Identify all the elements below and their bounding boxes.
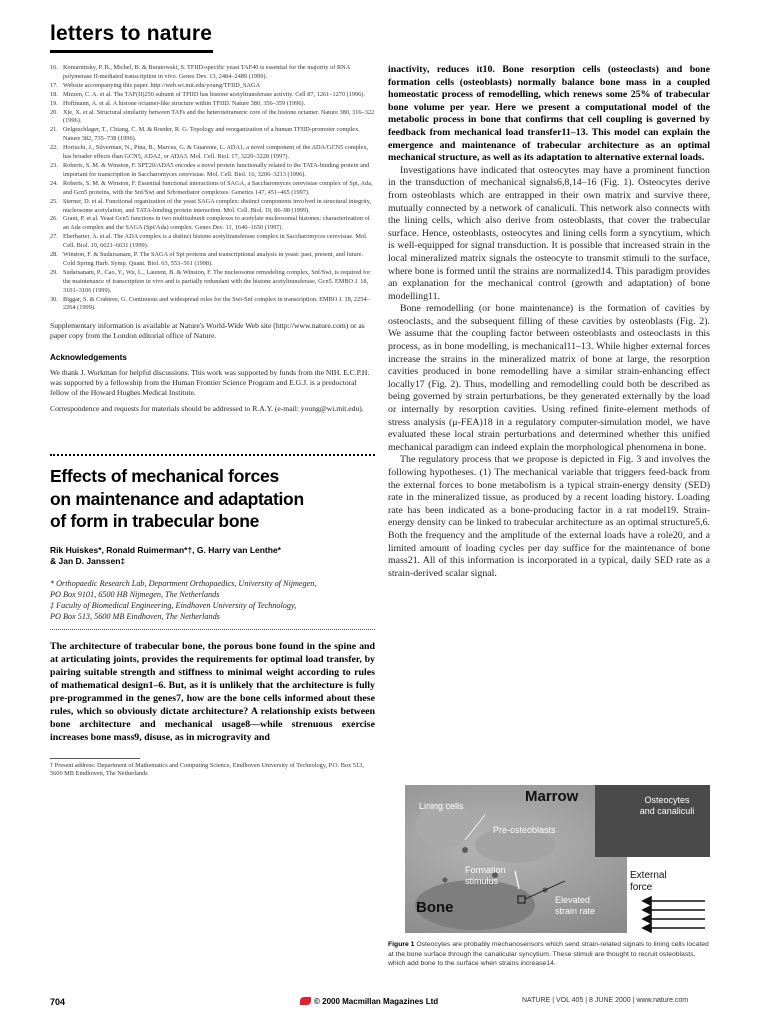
reference-list xyxy=(50,64,375,313)
figure-1-image xyxy=(405,785,710,933)
reference-number: 17. xyxy=(50,81,58,89)
supplementary-info: Supplementary information is available at Nature's World-Wide Web site (http://www.nature.com) or as paper copy from the London editorial office of Nature. xyxy=(50,321,365,341)
reference-text: Website accompanying this paper. http://web.wi.mit.edu/young/TFIID_SAGA xyxy=(63,81,261,89)
label-pre-osteoblasts: Pre-osteoblasts xyxy=(493,825,556,835)
reference-number: 16. xyxy=(50,64,58,71)
caption-label: Figure 1 xyxy=(388,941,415,948)
page-number: 704 xyxy=(50,997,66,1007)
reference-item xyxy=(50,126,375,144)
reference-text: Oelgeschlager, T., Chiang, C. M. & Roeder, R. G. Topology and reorganization of a human TFIID-promoter complex. Nature 382, 735–738 (1996). xyxy=(63,126,360,143)
correspondence: Correspondence and requests for materials should be addressed to R.A.Y. (e-mail: young@wi.mit.edu). xyxy=(50,404,364,414)
left-column xyxy=(50,64,375,779)
author-line: Rik Huiskes*, Ronald Ruimerman*†, G. Harry van Lenthe* xyxy=(50,544,281,555)
caption-text: Osteocytes are probably mechanosensors which send strain-related signals to lining cells located at the bone surface through the canalicular syncytium. These stimuli are thought to recruit osteoblasts, which add bone to the surface when strains increase14. xyxy=(388,941,709,967)
reference-text: Roberts, S. M. & Winston, F. SPT20/ADA5 encodes a novel protein functionally related to the TATA-binding protein and important for transcription in Saccharomyces cerevisiae. Mol. Cell. Biol. 16, 3206–3213 (1996). xyxy=(63,161,370,178)
reference-number: 28. xyxy=(50,251,58,259)
figure-arrow-panel xyxy=(627,857,710,933)
title-line: Effects of mechanical forces xyxy=(50,466,279,487)
reference-item xyxy=(50,269,375,296)
label-formation-stimulus: Formation stimulus xyxy=(465,865,506,886)
acknowledgements-heading: Acknowledgements xyxy=(50,353,127,363)
reference-item xyxy=(50,109,375,127)
figure-1-caption xyxy=(388,940,710,969)
body-paragraph: Investigations have indicated that osteocytes may have a prominent function in the transduction of mechanical signals6,8,14–16 (Fig. 1). Osteocytes derive from osteoblasts which are entrapped in their own matrix and survive there, mutually connected by a network of canaliculi. This network also connects with the lining cells, which also derive from osteoblasts, that cover the trabecular surface. Hence, osteoblasts, osteocytes and lining cells form a syncytium, which is well-equipped for signal transduction. It is possible that increased strain in the local mineralized matrix signals the osteocyte to transmit stimuli to the surface, where bone is formed until the strains are normalized14. This paradigm provides an explanation for the mechanical control (growth and adaptation) of bone modelling11. xyxy=(388,164,710,302)
reference-item xyxy=(50,251,375,269)
affiliation-line: PO Box 513, 5600 MB Eindhoven, The Netherlands xyxy=(50,612,220,622)
reference-number: 21. xyxy=(50,126,58,134)
label-lining-cells: Lining cells xyxy=(419,801,464,811)
article-title xyxy=(50,465,375,533)
reference-number: 23. xyxy=(50,161,58,169)
reference-number: 22. xyxy=(50,144,58,152)
reference-item xyxy=(50,100,375,109)
acknowledgements-text: We thank J. Workman for helpful discussions. This work was supported by funds from the NIH. E.C.P.H. was supported by a fellowship from the Human Frontier Science Program and E.G.J. is a predoctoral fellow of the Howard Hughes Medical Institute. xyxy=(50,368,370,398)
reference-item xyxy=(50,64,375,82)
section-title: letters to nature xyxy=(50,22,213,45)
reference-text: Roberts, S. M. & Winston, F. Essential functional interactions of SAGA, a Saccharomyces cerevisiae complex of Spt, Ada, and Gcn5 proteins, with the Snf/Swi and Srb/mediator complexes. Genetics 147, 451–465 (1997). xyxy=(63,179,373,196)
journal-citation: NATURE | VOL 405 | 8 JUNE 2000 | www.nature.com xyxy=(522,997,689,1004)
header-rule xyxy=(50,50,213,53)
label-bone: Bone xyxy=(416,899,454,916)
reference-text: Horiuchi, J., Silverman, N., Pina, B., Marcus, G. & Guarente, L. ADA1, a novel component of the ADA/GCN5 complex, has broader effects than GCN5, ADA2, or ADA3. Mol. Cell. Biol. 17, 3220–3228 (1997). xyxy=(63,144,369,161)
reference-item xyxy=(50,233,375,251)
label-elevated-strain-rate: Elevated strain rate xyxy=(555,895,596,916)
reference-number: 26. xyxy=(50,215,58,223)
reference-text: Mizzen, C. A. et al. The TAF(II)250 subunit of TFIID has histone acetyltransferase activity. Cell 87, 1261–1270 (1996). xyxy=(63,90,365,98)
reference-item xyxy=(50,215,375,233)
reference-text: Winston, F. & Sudarsanam, P. The SAGA of Spt proteins and transcriptional analysis in yeast: past, present, and future. Cold Spring Harb. Symp. Quant. Biol. 63, 553–561 (1998). xyxy=(63,251,364,267)
reference-text: Komarnitsky, P. B., Michel, B. & Buratowski, S. TFIID-specific yeast TAF40 is essential for the majority of RNA polymerase II-mediated transcription in vivo. Genes Dev. 13, 2484–2489 (1999). xyxy=(63,64,350,80)
section-divider xyxy=(50,454,375,456)
publisher-line xyxy=(300,997,438,1006)
reference-number: 20. xyxy=(50,108,58,116)
label-marrow: Marrow xyxy=(525,788,579,805)
reference-item xyxy=(50,82,375,91)
reference-text: Biggar, S. & Crabtree, G. Continuous and widespread roles for the Swi-Snf complex in transcription. EMBO J. 18, 2254–2264 (1999). xyxy=(63,295,370,312)
reference-number: 25. xyxy=(50,197,58,205)
affiliation-line: PO Box 9101, 6500 HB Nijmegen, The Netherlands xyxy=(50,590,220,600)
affiliation-line: ‡ Faculty of Biomedical Engineering, Eindhoven University of Technology, xyxy=(50,601,297,611)
body-paragraph: Bone remodelling (or bone maintenance) is the formation of cavities by osteoclasts, and the subsequent filling of these cavities by osteoblasts (Fig. 2). We assume that the coupling factor between osteoblasts and osteoclasts in this process, as in bone modelling, is mechanical11–13. While higher external forces increase the strains in the mineralized matrix of bone at large, the resorption cavities produced in bone remodelling have a similar strain-enhancing effect locally17 (Fig. 2). Thus, modelling and remodelling could both be described as being governed by strain perturbations, be they generated externally by the load or internally by resorption cavities. Using refined finite-element methods of stress analysis (μ-FEA)18 in a regulatory computer-simulation model, we have evaluated these local strain perturbations and determined whether this unified mechanical paradigm can indeed explain the morphological phenomena in bone. xyxy=(388,303,710,453)
abstract-part-2: inactivity, reduces it10. Bone resorption cells (osteoclasts) and bone formation cells (osteoblasts) normally balance bone mass in a coupled homeostatic process of remodelling, which renews some 25% of trabecular bone volume per year. Here we present a computational model of the metabolic process in bone that confirms that cell coupling is governed by feedback from mechanical load transfer11–13. This model can explain the emergence and maintenance of trabecular architecture as an optimal mechanical structure, as well as its adaptation to alternative external loads. xyxy=(388,64,710,164)
reference-number: 24. xyxy=(50,179,58,187)
title-line: of form in trabecular bone xyxy=(50,511,260,532)
reference-item xyxy=(50,162,375,180)
reference-item xyxy=(50,91,375,100)
reference-text: Eberharter, A. et al. The ADA complex is a distinct histone acetyltransferase complex in Saccharomyces cerevisiae. Mol. Cell. Biol. 19, 6621–6631 (1999). xyxy=(63,233,368,250)
reference-number: 27. xyxy=(50,233,58,241)
author-line: & Jan D. Janssen‡ xyxy=(50,556,126,567)
reference-text: Xie, X. et al. Structural similarity between TAFs and the heterotetrameric core of the histone octamer. Nature 380, 316–322 (1996). xyxy=(63,108,375,125)
publisher-text: © 2000 Macmillan Magazines Ltd xyxy=(314,997,439,1006)
reference-text: Sterner, D. et al. Functional organization of the yeast SAGA complex: distinct components involved in structural integrity, nucleosome acetylation, and TATA-binding protein interaction. Mol. Cell. Biol. 19, 86–98 (1999). xyxy=(63,197,372,214)
reference-item xyxy=(50,180,375,198)
footnote-rule xyxy=(50,758,140,759)
right-column xyxy=(388,64,710,580)
affiliation-line: * Orthopaedic Research Lab, Department Orthopaedics, University of Nijmegen, xyxy=(50,578,317,588)
footnote: † Present address: Department of Mathematics and Computing Science, Eindhoven University of Technology, P.O. Box 513, 5600 MB Eindhoven, The Netherlands xyxy=(50,761,364,778)
reference-item xyxy=(50,144,375,162)
reference-number: 29. xyxy=(50,268,58,276)
reference-text: Hoffmann, A. et al. A histone octamer-like structure within TFIID. Nature 380, 356–359 (1996). xyxy=(63,99,306,107)
label-external-force: External force xyxy=(630,870,667,893)
macmillan-logo-icon xyxy=(300,997,311,1005)
abstract-part-1: The architecture of trabecular bone, the porous bone found in the spine and at articulating joints, provides the requirements for optimal load transfer, by pairing suitable strength and stiffness to minimal weight according to rules of mathematical design1–6. But, as it is unlikely that the architecture is fully pre-programmed in the genes7, how are the bone cells informed about these rules, which so obviously dictate architecture? A relationship exists between bone architecture and mechanical usage8—while strenuous exercise increases bone mass9, disuse, as in microgravity and xyxy=(50,640,375,743)
reference-number: 19. xyxy=(50,99,58,107)
reference-number: 18. xyxy=(50,90,58,98)
reference-number: 30. xyxy=(50,295,58,303)
affiliations xyxy=(50,578,375,623)
reference-text: Sudarsanam, P., Cao, Y., Wu, L., Laurent, B. & Winston, F. The nucleosome remodeling complex, Snf/Swi, is required for the maintenance of transcription in vivo and is partially redundant with the histone acetyltransferase, Gcn5. EMBO J. 18, 3101–3106 (1999). xyxy=(63,268,371,294)
reference-item xyxy=(50,296,375,314)
author-list xyxy=(50,545,375,568)
reference-item xyxy=(50,198,375,216)
reference-text: Grant, P. et al. Yeast Gcn5 functions in two multisubunit complexes to acetylate nucleosomal histones: characterization of an Ada complex and the SAGA (Spt/Ada) complex. Genes Dev. 11, 1640–1650 (1997). xyxy=(63,215,370,232)
body-paragraph: The regulatory process that we propose is depicted in Fig. 3 and involves the following hypotheses. (1) The mechanical variable that triggers feed-back from the external forces to bone metabolism is a typical strain-energy density (SED) rate in the mineralized tissue, as produced by a recent loading history. Loading rate has been indicated as a bone-producing factor in a rat model19. Strain-energy density can be linked to trabecular architecture as an optimal structure5,6. Both the frequency and the amplitude of the external loads have a role20, and a limited amount of loading cycles per day suffice for the maintenance of bone mass21. All of this information is incorporated in a typical, daily SED rate as a strain-derived scalar signal. xyxy=(388,454,710,579)
external-force-arrows xyxy=(627,857,710,933)
label-osteocytes: Osteocytes and canaliculi xyxy=(639,795,695,816)
title-line: on maintenance and adaptation xyxy=(50,488,304,509)
affiliation-divider xyxy=(50,629,375,630)
